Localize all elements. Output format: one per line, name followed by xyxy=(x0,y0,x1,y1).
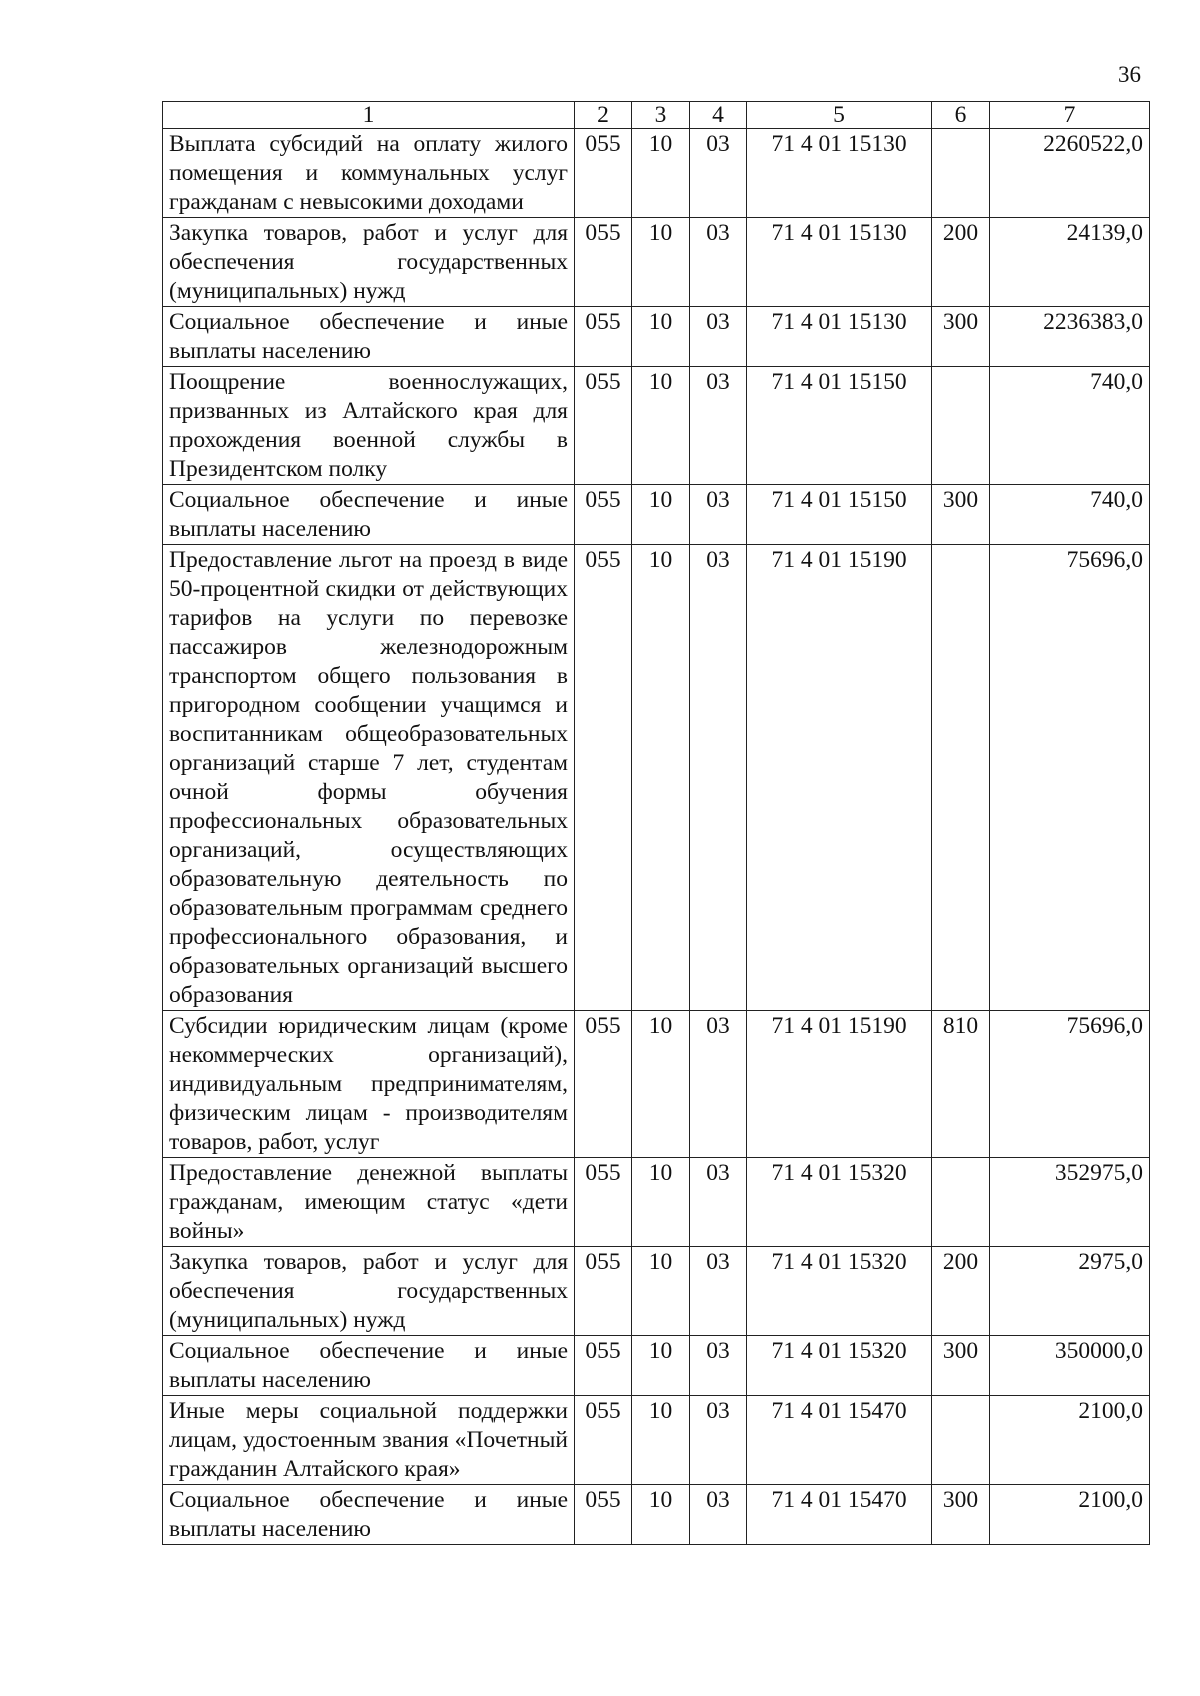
table-row xyxy=(163,307,1150,367)
row-description: Закупка товаров, работ и услуг для обеспечения государственных (муниципальных) нужд xyxy=(163,218,575,307)
row-description: Социальное обеспечение и иные выплаты населению xyxy=(163,307,575,367)
row-amount: 2100,0 xyxy=(990,1485,1150,1545)
row-amount: 352975,0 xyxy=(990,1158,1150,1247)
row-ministry-code: 055 xyxy=(575,545,632,1011)
column-header: 1 xyxy=(163,102,575,129)
row-subsection: 03 xyxy=(690,1011,747,1158)
row-expense-type: 200 xyxy=(932,218,990,307)
row-expense-type xyxy=(932,1158,990,1247)
column-header: 3 xyxy=(632,102,690,129)
row-ministry-code: 055 xyxy=(575,218,632,307)
row-description: Иные меры социальной поддержки лицам, удостоенным звания «Почетный гражданин Алтайского края» xyxy=(163,1396,575,1485)
row-target-article: 71 4 01 15470 xyxy=(747,1485,932,1545)
row-expense-type xyxy=(932,129,990,218)
row-subsection: 03 xyxy=(690,1396,747,1485)
row-description: Предоставление льгот на проезд в виде 50-процентной скидки от действующих тарифов на услуги по перевозке пассажиров железнодорожным транспортом общего пользования в пригородном сообщении учащимся и воспитанникам общеобразовательных организаций старше 7 лет, студентам очной формы обучения профессиональных образовательных организаций, осуществляющих образовательную деятельность по образовательным программам среднего профессионального образования, и образовательных организаций высшего образования xyxy=(163,545,575,1011)
table-row xyxy=(163,367,1150,485)
row-target-article: 71 4 01 15130 xyxy=(747,129,932,218)
header-row xyxy=(163,102,1150,129)
row-expense-type xyxy=(932,545,990,1011)
row-subsection: 03 xyxy=(690,545,747,1011)
row-target-article: 71 4 01 15320 xyxy=(747,1336,932,1396)
row-subsection: 03 xyxy=(690,1485,747,1545)
row-expense-type: 300 xyxy=(932,307,990,367)
table-row xyxy=(163,545,1150,1011)
row-expense-type xyxy=(932,367,990,485)
row-target-article: 71 4 01 15130 xyxy=(747,307,932,367)
row-description: Закупка товаров, работ и услуг для обеспечения государственных (муниципальных) нужд xyxy=(163,1247,575,1336)
row-expense-type: 810 xyxy=(932,1011,990,1158)
row-section: 10 xyxy=(632,545,690,1011)
table-row xyxy=(163,1011,1150,1158)
row-section: 10 xyxy=(632,1336,690,1396)
row-description: Выплата субсидий на оплату жилого помещения и коммунальных услуг гражданам с невысокими доходами xyxy=(163,129,575,218)
row-target-article: 71 4 01 15190 xyxy=(747,1011,932,1158)
row-section: 10 xyxy=(632,218,690,307)
row-subsection: 03 xyxy=(690,129,747,218)
row-section: 10 xyxy=(632,1485,690,1545)
row-amount: 75696,0 xyxy=(990,1011,1150,1158)
row-amount: 75696,0 xyxy=(990,545,1150,1011)
row-section: 10 xyxy=(632,1158,690,1247)
column-header: 7 xyxy=(990,102,1150,129)
row-description: Социальное обеспечение и иные выплаты населению xyxy=(163,1336,575,1396)
row-ministry-code: 055 xyxy=(575,129,632,218)
table-row xyxy=(163,1336,1150,1396)
row-subsection: 03 xyxy=(690,1336,747,1396)
row-ministry-code: 055 xyxy=(575,1396,632,1485)
row-ministry-code: 055 xyxy=(575,1158,632,1247)
column-header: 5 xyxy=(747,102,932,129)
row-subsection: 03 xyxy=(690,1247,747,1336)
row-amount: 2975,0 xyxy=(990,1247,1150,1336)
row-ministry-code: 055 xyxy=(575,367,632,485)
row-amount: 24139,0 xyxy=(990,218,1150,307)
row-section: 10 xyxy=(632,1247,690,1336)
table-row xyxy=(163,1247,1150,1336)
row-amount: 350000,0 xyxy=(990,1336,1150,1396)
row-ministry-code: 055 xyxy=(575,307,632,367)
row-description: Субсидии юридическим лицам (кроме некоммерческих организаций), индивидуальным предпринимателям, физическим лицам - производителям товаров, работ, услуг xyxy=(163,1011,575,1158)
row-description: Предоставление денежной выплаты гражданам, имеющим статус «дети войны» xyxy=(163,1158,575,1247)
table-row xyxy=(163,218,1150,307)
row-expense-type: 300 xyxy=(932,1485,990,1545)
row-expense-type xyxy=(932,1396,990,1485)
row-ministry-code: 055 xyxy=(575,1011,632,1158)
row-expense-type: 300 xyxy=(932,1336,990,1396)
row-expense-type: 200 xyxy=(932,1247,990,1336)
row-ministry-code: 055 xyxy=(575,1247,632,1336)
row-description: Социальное обеспечение и иные выплаты населению xyxy=(163,485,575,545)
row-subsection: 03 xyxy=(690,307,747,367)
row-section: 10 xyxy=(632,129,690,218)
table-row xyxy=(163,1158,1150,1247)
row-section: 10 xyxy=(632,367,690,485)
column-header: 4 xyxy=(690,102,747,129)
row-amount: 2236383,0 xyxy=(990,307,1150,367)
table-header xyxy=(163,102,1150,129)
table-row xyxy=(163,129,1150,218)
row-ministry-code: 055 xyxy=(575,485,632,545)
row-section: 10 xyxy=(632,485,690,545)
column-header: 2 xyxy=(575,102,632,129)
table-row xyxy=(163,1396,1150,1485)
row-description: Поощрение военнослужащих, призванных из Алтайского края для прохождения военной службы в Президентском полку xyxy=(163,367,575,485)
row-description: Социальное обеспечение и иные выплаты населению xyxy=(163,1485,575,1545)
row-subsection: 03 xyxy=(690,485,747,545)
column-header: 6 xyxy=(932,102,990,129)
row-amount: 740,0 xyxy=(990,485,1150,545)
row-ministry-code: 055 xyxy=(575,1485,632,1545)
row-expense-type: 300 xyxy=(932,485,990,545)
row-section: 10 xyxy=(632,1396,690,1485)
budget-table xyxy=(162,101,1150,1545)
row-ministry-code: 055 xyxy=(575,1336,632,1396)
row-section: 10 xyxy=(632,307,690,367)
row-target-article: 71 4 01 15150 xyxy=(747,367,932,485)
table-row xyxy=(163,1485,1150,1545)
row-target-article: 71 4 01 15150 xyxy=(747,485,932,545)
row-target-article: 71 4 01 15190 xyxy=(747,545,932,1011)
row-target-article: 71 4 01 15130 xyxy=(747,218,932,307)
page-number: 36 xyxy=(1118,62,1141,87)
row-target-article: 71 4 01 15470 xyxy=(747,1396,932,1485)
table-body xyxy=(163,129,1150,1545)
row-subsection: 03 xyxy=(690,367,747,485)
table-row xyxy=(163,485,1150,545)
row-amount: 2260522,0 xyxy=(990,129,1150,218)
row-target-article: 71 4 01 15320 xyxy=(747,1158,932,1247)
row-subsection: 03 xyxy=(690,1158,747,1247)
row-section: 10 xyxy=(632,1011,690,1158)
row-target-article: 71 4 01 15320 xyxy=(747,1247,932,1336)
row-subsection: 03 xyxy=(690,218,747,307)
row-amount: 2100,0 xyxy=(990,1396,1150,1485)
row-amount: 740,0 xyxy=(990,367,1150,485)
